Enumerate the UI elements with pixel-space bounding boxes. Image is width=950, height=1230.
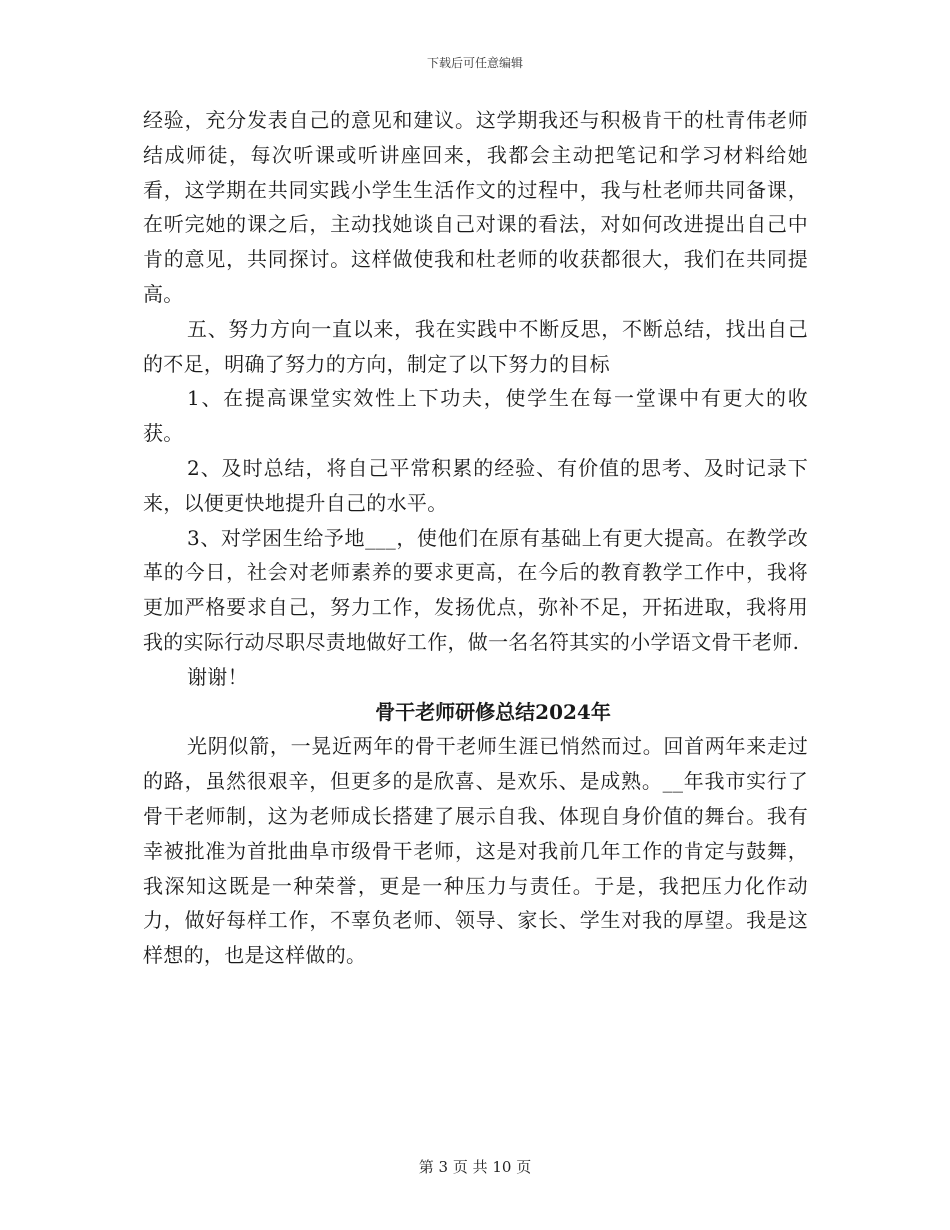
paragraph-section-five: 五、努力方向一直以来，我在实践中不断反思，不断总结，找出自己的不足，明确了努力的方向，制定了以下努力的目标 xyxy=(143,316,808,376)
paragraph-goal-3: 3、对学困生给予地___，使他们在原有基础上有更大提高。在教学改革的今日，社会对老师素养的要求更高，在今后的教育教学工作中，我将更加严格要求自己，努力工作，发扬优点，弥补不足，开拓进取，我将用我的实际行动尽职尽责地做好工作，做一名名符其实的小学语文骨干老师. xyxy=(143,525,808,654)
page-header: 下载后可任意编辑 xyxy=(426,56,523,70)
paragraph-thanks: 谢谢！ xyxy=(187,664,248,689)
paragraph-summary-intro: 光阴似箭，一晃近两年的骨干老师生涯已悄然而过。回首两年来走过的路，虽然很艰辛，但更多的是欣喜、是欢乐、是成熟。__年我市实行了骨干老师制，这为老师成长搭建了展示自我、体现自身价值的舞台。我有幸被批准为首批曲阜市级骨干老师，这是对我前几年工作的肯定与鼓舞，我深知这既是一种荣誉，更是一种压力与责任。于是，我把压力化作动力，做好每样工作，不辜负老师、领导、家长、学生对我的厚望。我是这样想的，也是这样做的。 xyxy=(143,734,808,968)
paragraph-goal-2: 2、及时总结，将自己平常积累的经验、有价值的思考、及时记录下来，以便更快地提升自己的水平。 xyxy=(143,455,808,515)
paragraph-goal-1: 1、在提高课堂实效性上下功夫，使学生在每一堂课中有更大的收获。 xyxy=(143,386,808,446)
page-number: 第 3 页 共 10 页 xyxy=(418,1158,532,1176)
document-body xyxy=(143,103,808,973)
paragraph-continued: 经验，充分发表自己的意见和建议。这学期我还与积极肯干的杜青伟老师结成师徒，每次听课或听讲座回来，我都会主动把笔记和学习材料给她看，这学期在共同实践小学生生活作文的过程中，我与杜老师共同备课，在听完她的课之后，主动找她谈自己对课的看法，对如何改进提出自己中肯的意见，共同探讨。这样做使我和杜老师的收获都很大，我们在共同提高。 xyxy=(143,108,808,306)
section-title: 骨干老师研修总结2024年 xyxy=(375,699,611,724)
